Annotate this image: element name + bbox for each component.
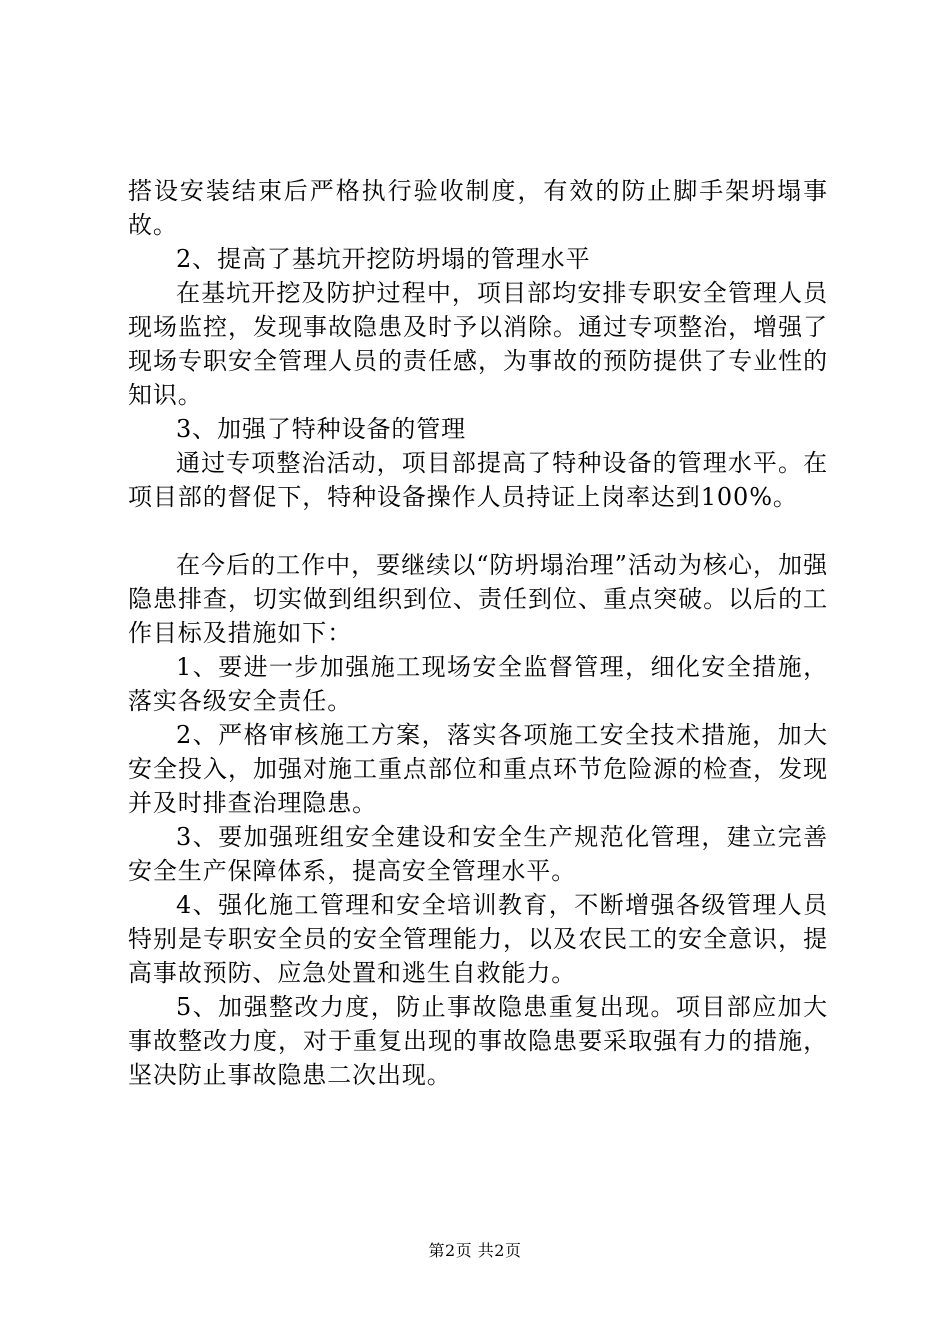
paragraph-scaffold-acceptance: 搭设安装结束后严格执行验收制度，有效的防止脚手架坍塌事故。 (128, 177, 828, 239)
page-footer: 第2页 共2页 (428, 1241, 522, 1260)
measure-item-2: 2、严格审核施工方案，落实各项施工安全技术措施，加大安全投入，加强对施工重点部位和重点环节危险源的检查，发现并及时排查治理隐患。 (128, 721, 828, 817)
paragraph-future-work: 在今后的工作中，要继续以“防坍塌治理”活动为核心，加强隐患排查，切实做到组织到位、责任到位、重点突破。以后的工作目标及措施如下： (128, 551, 828, 647)
document-body (128, 174, 828, 1092)
measure-item-1: 1、要进一步加强施工现场安全监督管理，细化安全措施，落实各级安全责任。 (128, 653, 828, 715)
measure-item-3: 3、要加强班组安全建设和安全生产规范化管理，建立完善安全生产保障体系，提高安全管理水平。 (128, 823, 828, 885)
subheading-special-equipment: 3、加强了特种设备的管理 (176, 415, 467, 443)
measure-item-5: 5、加强整改力度，防止事故隐患重复出现。项目部应加大事故整改力度，对于重复出现的事故隐患要采取强有力的措施，坚决防止事故隐患二次出现。 (128, 993, 828, 1089)
paragraph-excavation: 在基坑开挖及防护过程中，项目部均安排专职安全管理人员现场监控，发现事故隐患及时予以消除。通过专项整治，增强了现场专职安全管理人员的责任感，为事故的预防提供了专业性的知识。 (128, 279, 828, 409)
subheading-excavation: 2、提高了基坑开挖防坍塌的管理水平 (176, 245, 591, 273)
measure-item-4: 4、强化施工管理和安全培训教育，不断增强各级管理人员特别是专职安全员的安全管理能力，以及农民工的安全意识，提高事故预防、应急处置和逃生自救能力。 (128, 891, 828, 987)
paragraph-special-equipment: 通过专项整治活动，项目部提高了特种设备的管理水平。在项目部的督促下，特种设备操作人员持证上岗率达到100%。 (128, 449, 828, 511)
paragraph-spacer (128, 514, 828, 548)
